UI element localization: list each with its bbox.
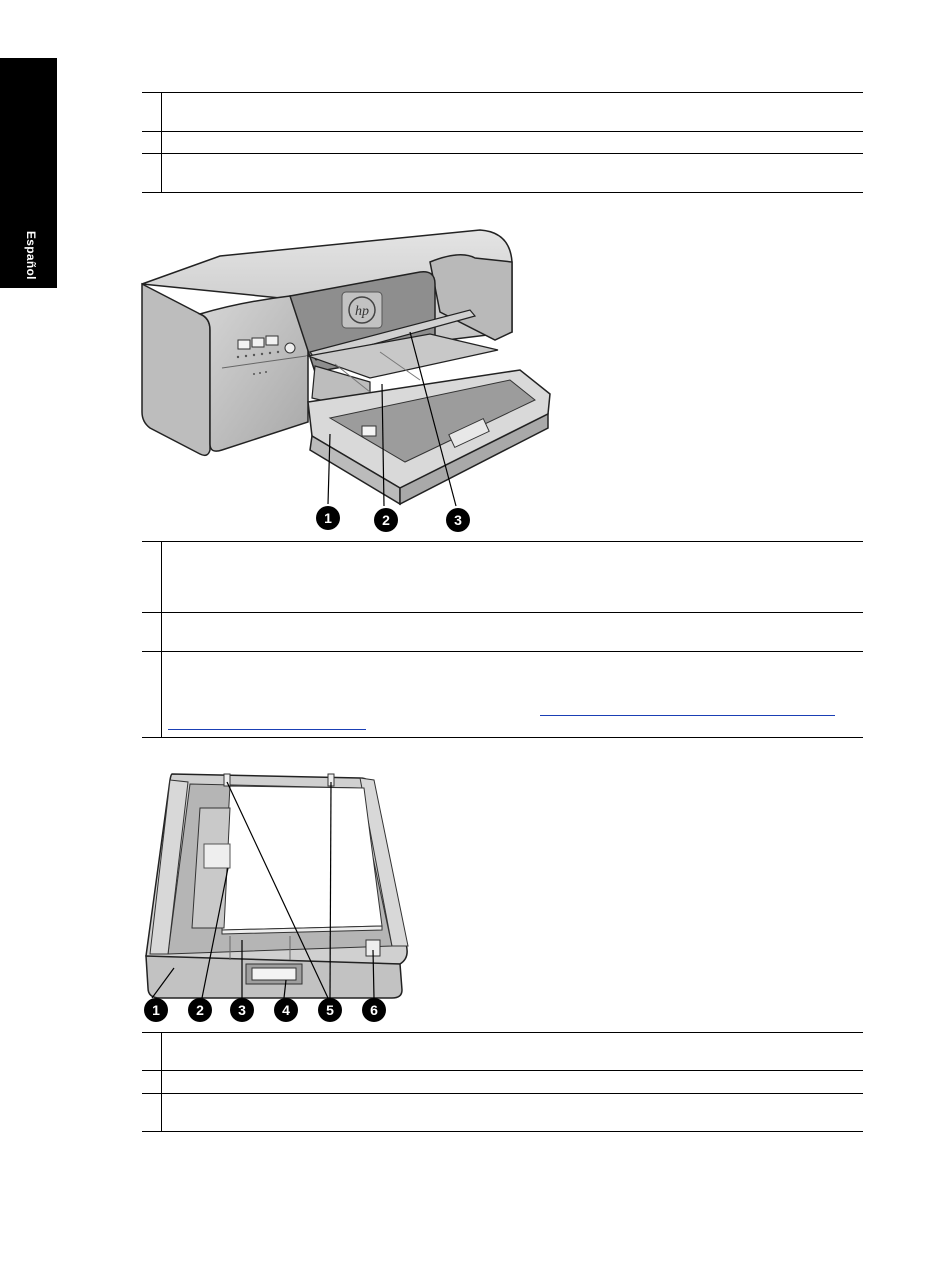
table-row (142, 93, 863, 132)
hyperlink-underline[interactable] (540, 715, 835, 716)
row-text (162, 613, 864, 652)
table-row (142, 154, 863, 193)
paper-stack (222, 786, 382, 930)
length-guide-grip (252, 968, 296, 980)
hyperlink-underline[interactable] (168, 729, 366, 730)
callout-3 (446, 508, 470, 532)
callout-table-1 (142, 92, 863, 193)
guide-grip (204, 844, 230, 868)
resume-button-icon (252, 338, 264, 347)
language-tab-label: Español (24, 231, 38, 280)
table-row (142, 613, 863, 652)
table-row (142, 1033, 863, 1071)
printer-figure (130, 222, 570, 534)
printer-left-side (142, 284, 210, 455)
callout-table-2 (142, 541, 863, 738)
svg-text:5: 5 (326, 1002, 334, 1018)
callout-1 (144, 998, 168, 1022)
row-number (142, 613, 162, 652)
callout-table-3 (142, 1032, 863, 1132)
callout-1 (316, 506, 340, 530)
power-button-icon (285, 343, 295, 353)
callout-6 (362, 998, 386, 1022)
svg-text:1: 1 (324, 510, 332, 526)
row-text (162, 1033, 864, 1071)
cancel-button-icon (238, 340, 250, 349)
table-row (142, 1071, 863, 1094)
svg-text:1: 1 (152, 1002, 160, 1018)
row-number (142, 132, 162, 154)
row-number (142, 542, 162, 613)
table-row (142, 542, 863, 613)
row-text (162, 542, 864, 613)
row-text (162, 1094, 864, 1132)
svg-text:6: 6 (370, 1002, 378, 1018)
svg-text:3: 3 (238, 1002, 246, 1018)
row-number (142, 154, 162, 193)
callout-5 (318, 998, 342, 1022)
paper-guide-tab (362, 426, 376, 436)
paper-stop-left (224, 774, 230, 786)
row-number (142, 1094, 162, 1132)
row-text (162, 93, 864, 132)
hp-logo-text: hp (355, 304, 369, 319)
tray-button-icon (266, 336, 278, 345)
callout-2 (188, 998, 212, 1022)
table-row (142, 652, 863, 738)
svg-text:3: 3 (454, 512, 462, 528)
svg-text:2: 2 (196, 1002, 204, 1018)
callout-2 (374, 508, 398, 532)
table-row (142, 132, 863, 154)
row-number (142, 1033, 162, 1071)
row-number (142, 93, 162, 132)
table-row (142, 1094, 863, 1132)
row-text (162, 132, 864, 154)
row-number (142, 1071, 162, 1094)
paper-tray-figure (130, 768, 420, 1024)
row-text (162, 652, 864, 738)
callout-4 (274, 998, 298, 1022)
svg-text:4: 4 (282, 1002, 290, 1018)
row-text (162, 1071, 864, 1094)
svg-text:2: 2 (382, 512, 390, 528)
callout-3 (230, 998, 254, 1022)
row-number (142, 652, 162, 738)
row-text (162, 154, 864, 193)
